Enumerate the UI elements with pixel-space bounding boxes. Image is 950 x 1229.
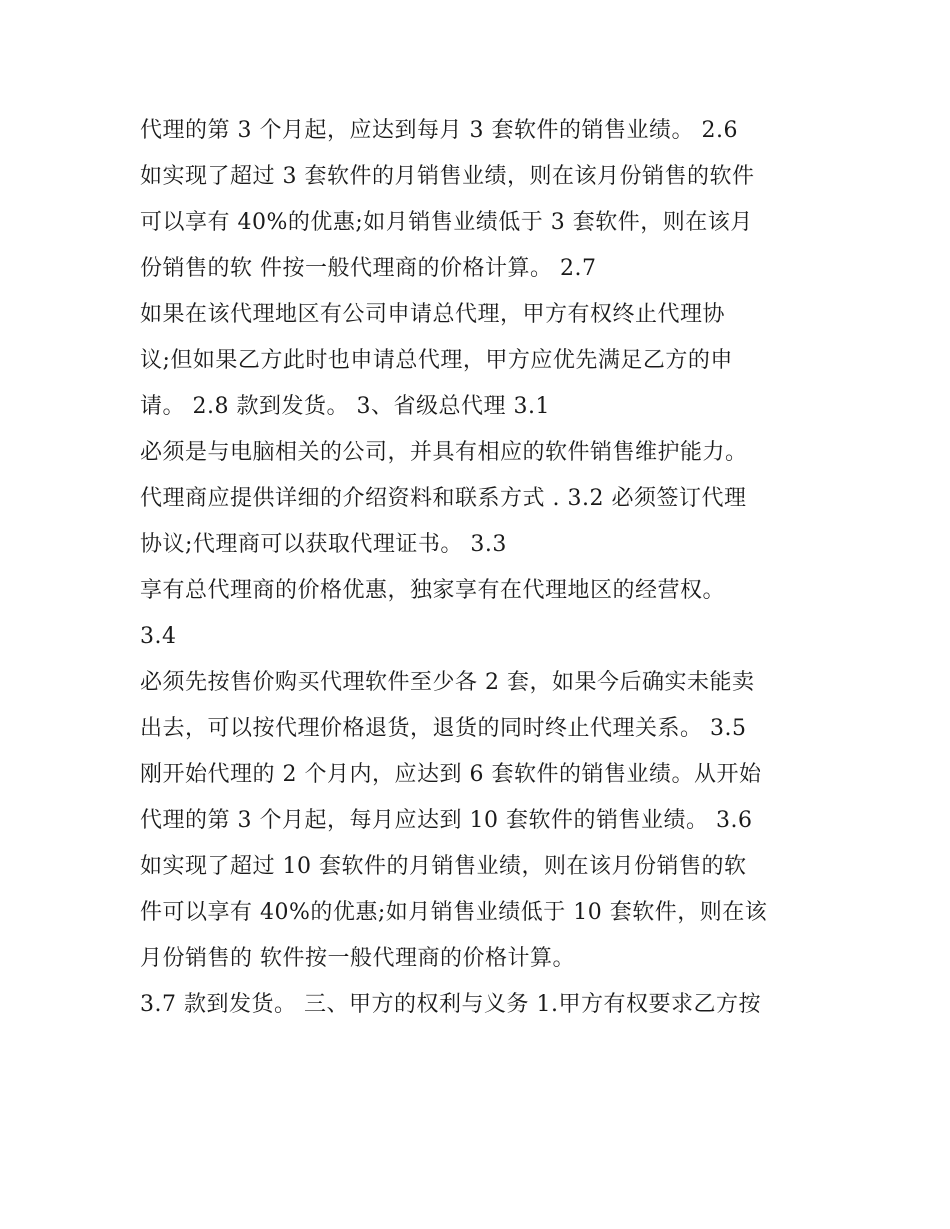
- text-line: 议;但如果乙方此时也申请总代理，甲方应优先满足乙方的申: [140, 348, 733, 373]
- text-line: 月份销售的 软件按一般代理商的价格计算。: [140, 946, 575, 971]
- text-line: 份销售的软 件按一般代理商的价格计算。 2.7: [140, 256, 597, 281]
- text-line: 请。 2.8 款到发货。 3、省级总代理 3.1: [140, 394, 550, 419]
- text-line: 享有总代理商的价格优惠，独家享有在代理地区的经营权。: [140, 578, 726, 603]
- text-line: 可以享有 40%的优惠;如月销售业绩低于 3 套软件，则在该月: [140, 210, 753, 235]
- text-line: 如实现了超过 10 套软件的月销售业绩，则在该月份销售的软: [140, 854, 747, 879]
- text-line: 件可以享有 40%的优惠;如月销售业绩低于 10 套软件，则在该: [140, 900, 768, 925]
- text-line: 代理的第 3 个月起，每月应达到 10 套软件的销售业绩。 3.6: [140, 808, 753, 833]
- text-line: 如实现了超过 3 套软件的月销售业绩，则在该月份销售的软件: [140, 164, 755, 189]
- text-line: 代理商应提供详细的介绍资料和联系方式 . 3.2 必须签订代理: [140, 486, 747, 511]
- text-line: 代理的第 3 个月起，应达到每月 3 套软件的销售业绩。 2.6: [140, 118, 738, 143]
- text-line: 3.4: [140, 624, 177, 649]
- text-line: 必须先按售价购买代理软件至少各 2 套，如果今后确实未能卖: [140, 670, 755, 695]
- text-line: 3.7 款到发货。 三、甲方的权利与义务 1.甲方有权要求乙方按: [140, 992, 761, 1017]
- text-line: 出去，可以按代理价格退货，退货的同时终止代理关系。 3.5: [140, 716, 747, 741]
- text-line: 必须是与电脑相关的公司，并具有相应的软件销售维护能力。: [140, 440, 748, 465]
- text-line: 如果在该代理地区有公司申请总代理，甲方有权终止代理协: [140, 302, 726, 327]
- text-line: 协议;代理商可以获取代理证书。 3.3: [140, 532, 507, 557]
- text-line: 刚开始代理的 2 个月内，应达到 6 套软件的销售业绩。从开始: [140, 762, 762, 787]
- body-text: [140, 108, 830, 1028]
